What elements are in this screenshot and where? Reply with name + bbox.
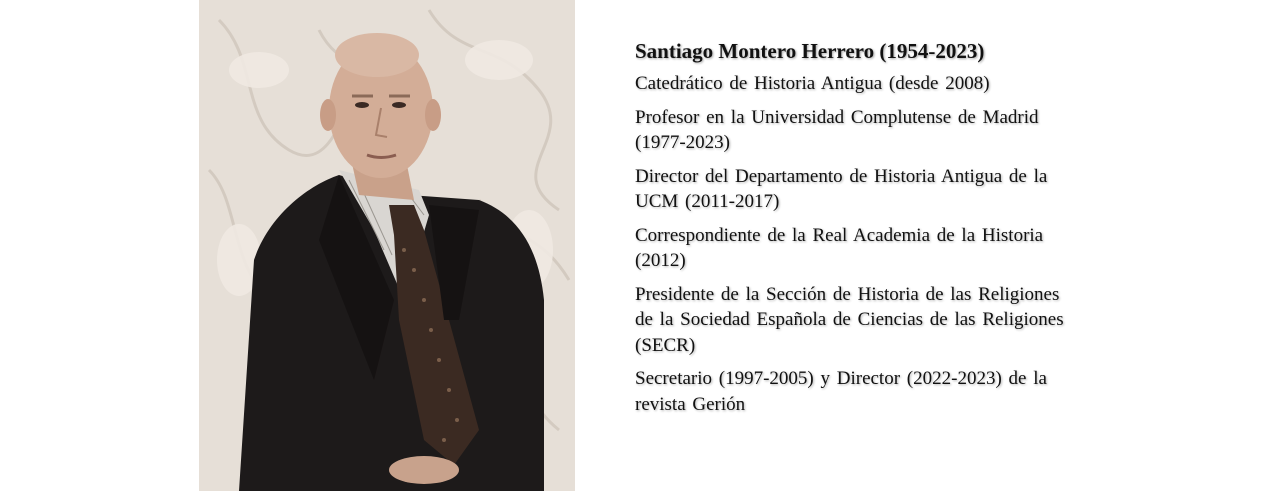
bio-item-academy: Correspondiente de la Real Academia de la Historia (2012) xyxy=(635,224,1044,271)
bio-item-professor: Profesor en la Universidad Complutense de Madrid (1977-2023) xyxy=(635,106,1039,153)
portrait-photo xyxy=(199,0,575,491)
bio-item-gerion: Secretario (1997-2005) y Director (2022-2023) de la revista Gerión xyxy=(635,368,1047,415)
person-name: Santiago Montero Herrero (1954-2023) xyxy=(635,39,985,63)
biography-panel xyxy=(635,38,1075,425)
bio-item-secr-president: Presidente de la Sección de Historia de las Religiones de la Sociedad Española de Ciencias de las Religiones (SECR) xyxy=(635,283,1064,356)
bio-item-chair: Catedrático de Historia Antigua (desde 2008) xyxy=(635,73,990,94)
bio-item-department-director: Director del Departamento de Historia Antigua de la UCM (2011-2017) xyxy=(635,165,1048,212)
